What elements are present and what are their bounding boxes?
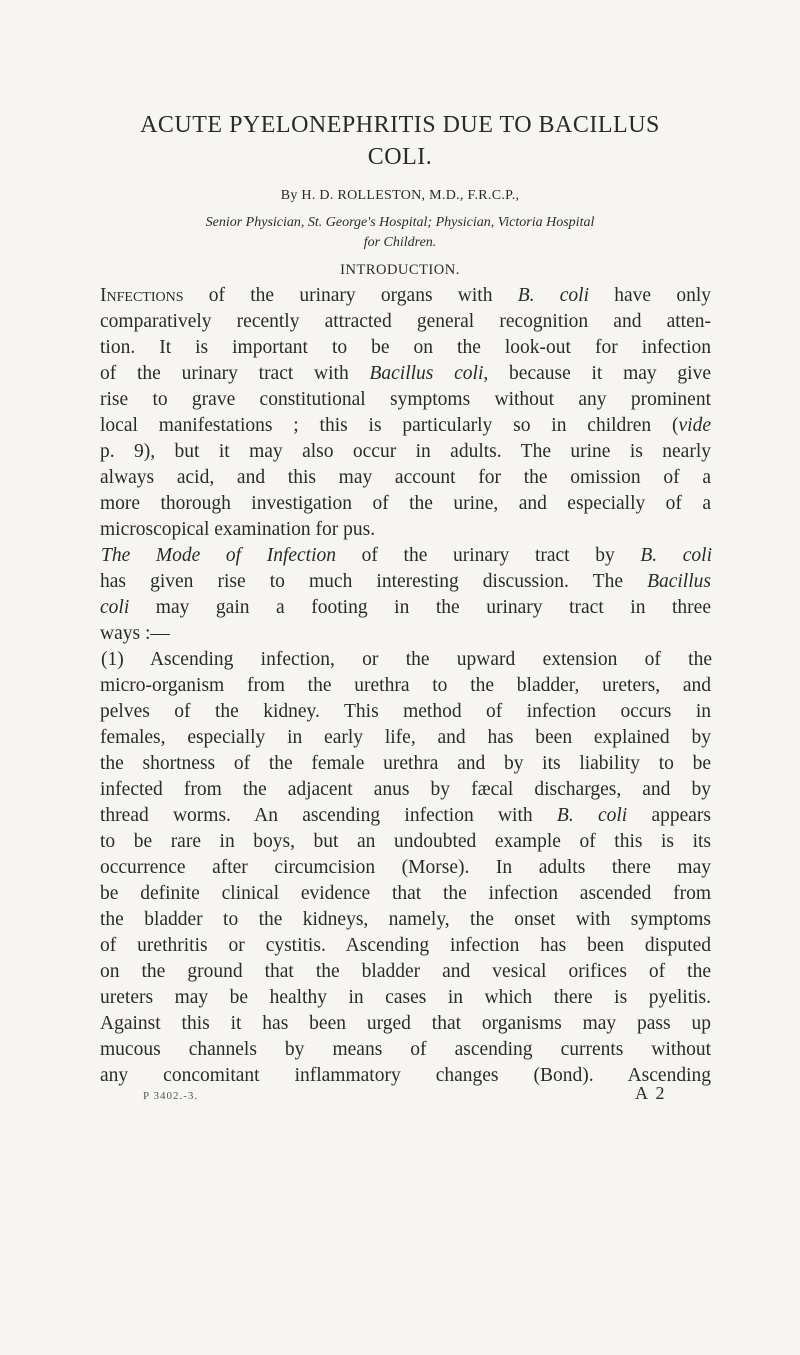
paragraph-line: coli may gain a footing in the urinary tract in three	[100, 597, 711, 618]
paragraph-line: mucous channels by means of ascending currents without	[100, 1039, 711, 1060]
section-heading: INTRODUCTION.	[340, 262, 460, 278]
paragraph-line: of urethritis or cystitis. Ascending infection has been disputed	[100, 935, 711, 956]
print-code: P 3402.-3.	[143, 1090, 199, 1102]
paragraph-line: of the urinary tract with Bacillus coli, because it may give	[100, 363, 712, 384]
paragraph-line: be definite clinical evidence that the infection ascended from	[100, 883, 711, 904]
paragraph-line: more thorough investigation of the urine, and especially of a	[100, 493, 711, 514]
paragraph-line: rise to grave constitutional symptoms without any prominent	[100, 389, 711, 410]
paragraph-line: ways :—	[100, 623, 170, 644]
paragraph-line: females, especially in early life, and has been explained by	[100, 727, 711, 748]
lead-word: Infections	[100, 285, 184, 306]
paragraph-line: any concomitant inflammatory changes (Bond). Ascending	[100, 1065, 711, 1086]
paragraph-line: micro-organism from the urethra to the bladder, ureters, and	[100, 675, 711, 696]
paragraph-line: (1) Ascending infection, or the upward extension of the	[101, 649, 712, 670]
author-byline: By H. D. ROLLESTON, M.D., F.R.C.P.,	[280, 188, 520, 203]
article-title-line-1: ACUTE PYELONEPHRITIS DUE TO BACILLUS	[140, 112, 660, 138]
paragraph-line: always acid, and this may account for the omission of a	[100, 467, 711, 488]
paragraph-line: ureters may be healthy in cases in which there is pyelitis.	[100, 987, 711, 1008]
article-title-line-2: COLI.	[367, 144, 433, 170]
paragraph-line: local manifestations ; this is particularly so in children (vide	[100, 415, 711, 436]
paragraph-line: infected from the adjacent anus by fæcal discharges, and by	[100, 779, 711, 800]
paragraph-line: comparatively recently attracted general recognition and atten-	[100, 311, 711, 332]
author-affiliation-line-1: Senior Physician, St. George's Hospital; Physician, Victoria Hospital	[205, 215, 595, 230]
paragraph-line: on the ground that the bladder and vesical orifices of the	[100, 961, 711, 982]
paragraph-line: The Mode of Infection of the urinary tract by B. coli	[101, 545, 713, 566]
paragraph-line: the shortness of the female urethra and by its liability to be	[100, 753, 711, 774]
paragraph-line: to be rare in boys, but an undoubted example of this is its	[100, 831, 711, 852]
author-affiliation-line-2: for Children.	[363, 235, 437, 250]
paragraph-line: occurrence after circumcision (Morse). In adults there may	[100, 857, 711, 878]
paragraph-line: microscopical examination for pus.	[100, 519, 376, 540]
paragraph-line: has given rise to much interesting discussion. The Bacillus	[100, 571, 711, 592]
paragraph-line: pelves of the kidney. This method of infection occurs in	[100, 701, 711, 722]
paragraph-line: tion. It is important to be on the look-out for infection	[100, 337, 711, 358]
signature-mark: A 2	[635, 1083, 667, 1103]
paragraph-line: p. 9), but it may also occur in adults. The urine is nearly	[100, 441, 711, 462]
paragraph-line: thread worms. An ascending infection with B. coli appears	[100, 805, 711, 826]
paragraph-line: Infections of the urinary organs with B. coli have only	[100, 285, 711, 306]
paragraph-line: the bladder to the kidneys, namely, the onset with symptoms	[100, 909, 711, 930]
paragraph-line: Against this it has been urged that organisms may pass up	[100, 1013, 711, 1034]
